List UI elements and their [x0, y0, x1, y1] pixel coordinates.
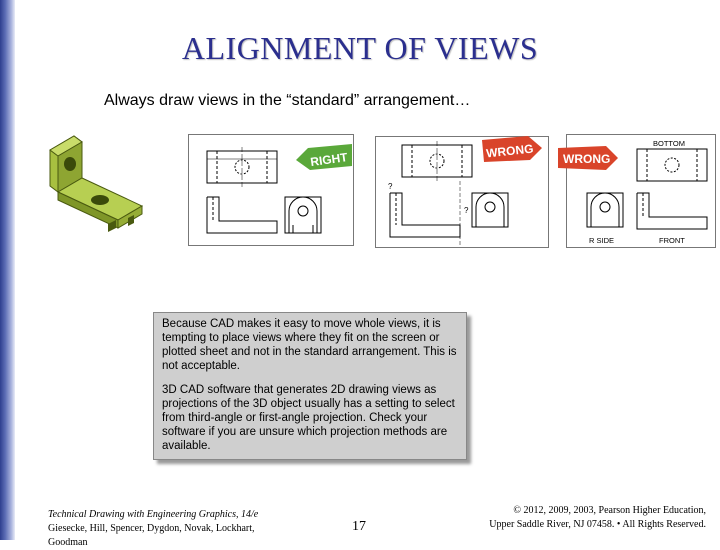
book-title: Technical Drawing with Engineering Graphics, 14/e — [48, 509, 259, 520]
book-authors: Giesecke, Hill, Spencer, Dygdon, Novak, Lockhart, Goodman — [48, 523, 255, 548]
caption-paragraph-2: 3D CAD software that generates 2D drawing views as projections of the 3D object usually has a setting to select from third-angle or first-angle projection. Check your software if you are unsure which projection methods are available. — [162, 384, 455, 452]
r-side-view-label: R SIDE — [589, 236, 615, 245]
caption-box — [153, 312, 467, 460]
svg-text:?: ? — [388, 182, 393, 191]
bottom-view-label: BOTTOM — [653, 139, 685, 148]
page-number: 17 — [352, 519, 366, 534]
isometric-part-illustration — [44, 128, 152, 240]
footer-citation — [48, 508, 278, 548]
wrong-label-2: WRONG — [563, 152, 611, 166]
wrong-arrow-banner-1 — [480, 134, 544, 166]
wrong-label-1: WRONG — [485, 141, 535, 161]
side-gradient-band — [0, 0, 15, 540]
slide-subtitle: Always draw views in the “standard” arrangement… — [104, 92, 471, 109]
slide-title: ALIGNMENT OF VIEWS — [181, 30, 539, 66]
front-view-label: FRONT — [659, 236, 685, 245]
copyright-line-1: © 2012, 2009, 2003, Pearson Higher Education, — [513, 505, 706, 516]
svg-text:?: ? — [464, 206, 469, 215]
right-label: RIGHT — [309, 150, 349, 170]
caption-paragraph-1: Because CAD makes it easy to move whole views, it is tempting to place views where they fit on the screen or plotted sheet and not in the standard arrangement. This is not acceptable. — [162, 318, 457, 372]
wrong-arrow-banner-2 — [556, 144, 620, 172]
footer-copyright — [489, 504, 706, 532]
right-arrow-banner — [296, 142, 354, 172]
copyright-line-2: Upper Saddle River, NJ 07458. • All Rights Reserved. — [489, 519, 706, 530]
